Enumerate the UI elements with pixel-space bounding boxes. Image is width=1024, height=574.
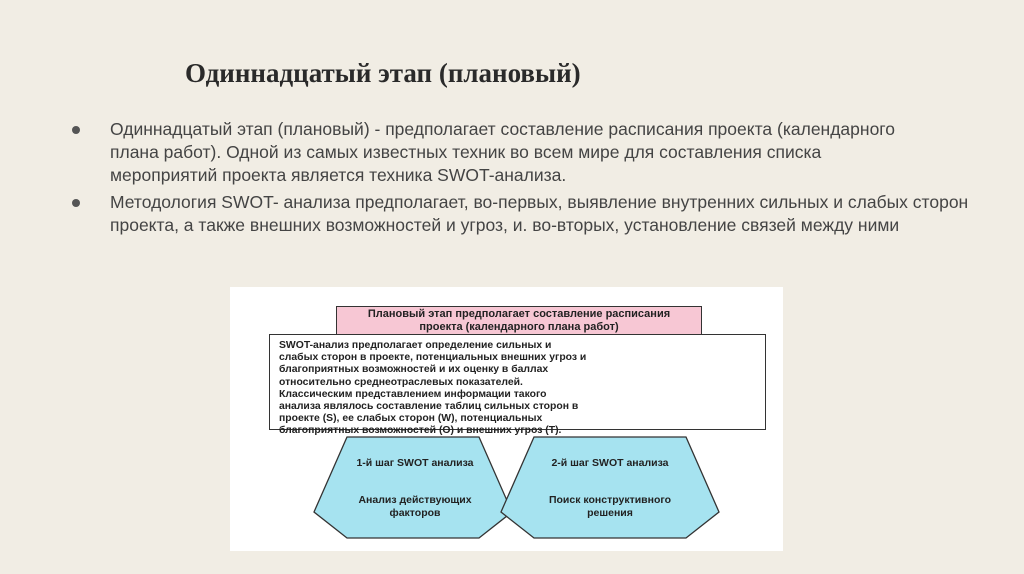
planning-stage-box — [336, 306, 702, 336]
step1-body: Анализ действующих факторов — [358, 494, 472, 519]
swot-diagram — [230, 287, 783, 551]
bullet-text: Методология SWOT- анализа предполагает, во-первых, выявление внутренних сильных и слабых сторон проекта, а также внешних возможностей и угроз, и. во-вторых, установление связей между ними — [110, 192, 969, 235]
step1-title: 1-й шаг SWOT анализа — [356, 457, 474, 469]
slide-title: Одиннадцатый этап (плановый) — [185, 58, 581, 88]
step2-title: 2-й шаг SWOT анализа — [551, 457, 669, 469]
planning-stage-text: Плановый этап предполагает составление расписания проекта (календарного плана работ) — [367, 308, 671, 333]
bullet-dot-icon — [72, 126, 80, 134]
bullet-dot-icon — [72, 199, 80, 207]
swot-description-box — [269, 334, 766, 437]
step2-hexagon — [501, 437, 719, 538]
bullet-item — [72, 118, 910, 187]
bullet-text: Одиннадцатый этап (плановый) - предполагает составление расписания проекта (календарного плана работ). Одной из самых известных техник во всем мире для составления списка мероприятий проекта является техника SWOT-анализа. — [110, 119, 896, 185]
swot-description-text: SWOT-анализ предполагает определение сильных и слабых сторон в проекте, потенциальных внешних угроз и благоприятных возможностей и их оценку в баллах относительно среднеотраслевых показателей. Классическим представлением информации такого анализа являлось составление таблиц сильных сторон в проекте (S), ее слабых сторон (W), потенциальных благоприятных возможностей (O) и внешних угроз (T). — [279, 340, 587, 437]
bullet-list — [72, 118, 972, 237]
step2-body: Поиск конструктивного решения — [548, 494, 672, 519]
step1-hexagon — [314, 437, 512, 538]
bullet-item — [72, 191, 990, 237]
